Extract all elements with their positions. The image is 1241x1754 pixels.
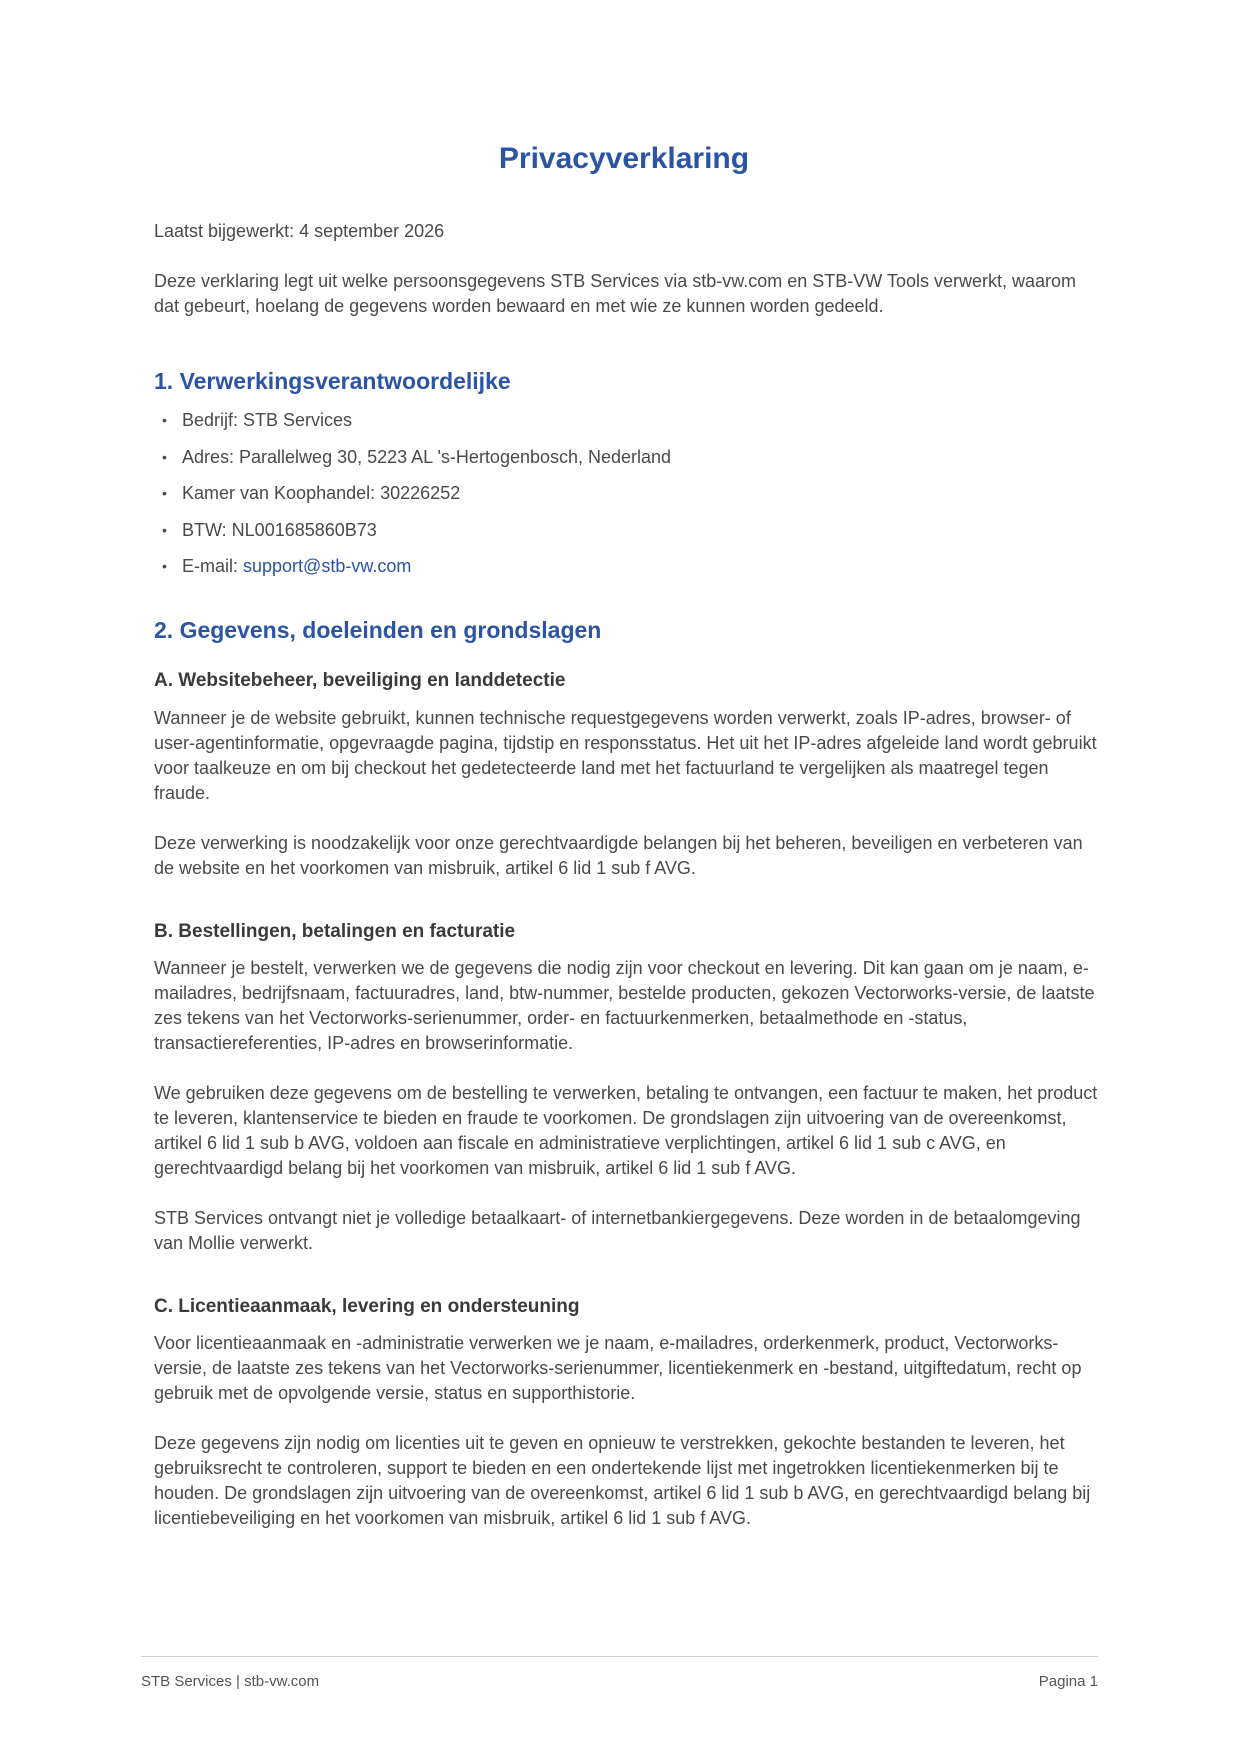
bullet-icon: • — [162, 521, 167, 538]
email-link[interactable]: support@stb-vw.com — [243, 556, 412, 576]
footer-divider — [141, 1656, 1098, 1657]
list-item: • BTW: NL001685860B73 — [154, 518, 671, 555]
bullet-icon: • — [162, 448, 167, 465]
subsection-c-heading: C. Licentieaanmaak, levering en ondersteuning — [154, 1296, 580, 1317]
bullet-icon: • — [162, 558, 167, 574]
subsection-b-paragraph-3: STB Services ontvangt niet je volledige betaalkaart- of internetbankiergegevens. Deze worden in de betaalomgeving van Mollie verwerkt. — [154, 1208, 1081, 1253]
last-updated: Laatst bijgewerkt: 4 september 2026 — [154, 221, 445, 241]
list-item: • Bedrijf: STB Services — [154, 408, 671, 445]
list-item: • Kamer van Koophandel: 30226252 — [154, 481, 671, 518]
subsection-a-heading: A. Websitebeheer, beveiliging en landdetectie — [154, 670, 566, 691]
list-item — [154, 554, 671, 591]
subsection-b-heading: B. Bestellingen, betalingen en facturatie — [154, 921, 516, 942]
subsection-a-paragraph-1: Wanneer je de website gebruikt, kunnen technische requestgegevens worden verwerkt, zoals IP-adres, browser- of user-agentinformatie, opgevraagde pagina, tijdstip en responsstatus. Het uit het IP-adres afgeleide land wordt gebruikt voor taalkeuze en om bij checkout het gedetecteerde land met het factuurland te vergelijken als maatregel tegen fraude. — [154, 708, 1097, 803]
list-item: • Adres: Parallelweg 30, 5223 AL 's-Hertogenbosch, Nederland — [154, 445, 671, 482]
subsection-a-paragraph-2: Deze verwerking is noodzakelijk voor onze gerechtvaardigde belangen bij het beheren, beveiligen en verbeteren van de website en het voorkomen van misbruik, artikel 6 lid 1 sub f AVG. — [154, 833, 1083, 878]
subsection-c-paragraph-2: Deze gegevens zijn nodig om licenties uit te geven en opnieuw te verstrekken, gekochte bestanden te leveren, het gebruiksrecht te controleren, support te bieden en een ondertekende lijst met ingetrokken licentiekenmerken bij te houden. De grondslagen zijn uitvoering van de overeenkomst, artikel 6 lid 1 sub b AVG, en gerechtvaardigd belang bij licentiebeveiliging en het voorkomen van misbruik, artikel 6 lid 1 sub f AVG. — [154, 1433, 1091, 1528]
intro-paragraph: Deze verklaring legt uit welke persoonsgegevens STB Services via stb-vw.com en STB-VW Tools verwerkt, waarom dat gebeurt, hoelang de gegevens worden bewaard en met wie ze kunnen worden gedeeld. — [154, 271, 1077, 316]
footer-page-number: Pagina 1 — [1038, 1673, 1098, 1690]
subsection-c-paragraph-1: Voor licentieaanmaak en -administratie verwerken we je naam, e-mailadres, orderkenmerk, product, Vectorworks-versie, de laatste zes tekens van het Vectorworks-serienummer, licentiekenmerk en -bestand, uitgiftedatum, recht op gebruik met de opvolgende versie, status en supporthistorie. — [154, 1333, 1082, 1403]
section-2-heading: 2. Gegevens, doeleinden en grondslagen — [154, 617, 602, 643]
subsection-b-paragraph-1: Wanneer je bestelt, verwerken we de gegevens die nodig zijn voor checkout en levering. Dit kan gaan om je naam, e-mailadres, bedrijfsnaam, factuuradres, land, btw-nummer, bestelde producten, gekozen Vectorworks-versie, de laatste zes tekens van het Vectorworks-serienummer, order- en factuurkenmerken, betaalmethode en -status, transactiereferenties, IP-adres en browserinformatie. — [154, 958, 1095, 1053]
controller-details-list — [154, 408, 671, 591]
footer-company: STB Services | stb-vw.com — [141, 1673, 320, 1690]
subsection-b-paragraph-2: We gebruiken deze gegevens om de bestelling te verwerken, betaling te ontvangen, een factuur te maken, het product te leveren, klantenservice te bieden en fraude te voorkomen. De grondslagen zijn uitvoering van de overeenkomst, artikel 6 lid 1 sub b AVG, voldoen aan fiscale en administratieve verplichtingen, artikel 6 lid 1 sub c AVG, en gerechtvaardigd belang bij het voorkomen van misbruik, artikel 6 lid 1 sub f AVG. — [154, 1083, 1098, 1178]
bullet-icon: • — [162, 485, 167, 501]
page-title: Privacyverklaring — [498, 142, 750, 175]
section-1-heading: 1. Verwerkingsverantwoordelijke — [154, 368, 511, 394]
bullet-icon: • — [162, 412, 167, 428]
email-label: E-mail: — [182, 556, 244, 576]
